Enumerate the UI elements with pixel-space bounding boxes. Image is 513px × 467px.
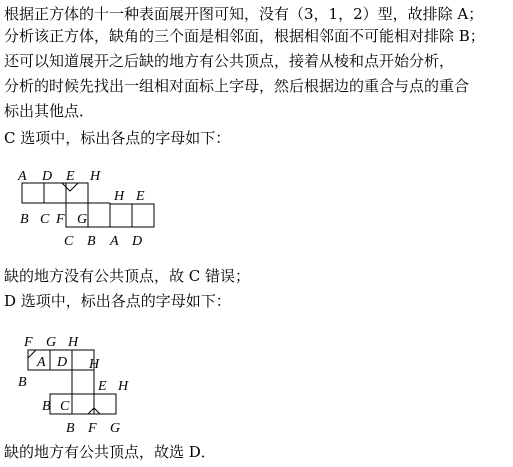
vertex-label: F — [24, 335, 33, 350]
vertex-label: G — [110, 421, 121, 436]
vertex-label: B — [20, 212, 29, 227]
vertex-label: A — [18, 169, 27, 184]
net-c-notch — [62, 183, 78, 191]
vertex-label: D — [132, 234, 143, 249]
vertex-label: C — [64, 234, 74, 249]
vertex-label: G — [46, 335, 57, 350]
vertex-label: A — [37, 355, 46, 370]
vertex-label: H — [118, 379, 129, 394]
vertex-label: C — [60, 399, 70, 414]
vertex-label: B — [87, 234, 96, 249]
vertex-label: D — [42, 169, 53, 184]
text-line-1: 根据正方体的十一种表面展开图可知，没有（3，1，2）型，故排除 A； — [4, 5, 484, 23]
text-line-3: 还可以知道展开之后缺的地方有公共顶点，接着从棱和点开始分析， — [4, 52, 455, 70]
vertex-label: H — [114, 189, 125, 204]
vertex-label: H — [68, 335, 79, 350]
net-c-face — [22, 183, 44, 203]
vertex-label: C — [40, 212, 50, 227]
net-c-bottom-row — [88, 203, 154, 227]
net-d-face — [72, 370, 94, 394]
figure-d-cube-net — [0, 328, 200, 440]
text-line-5: 标出其他点． — [4, 102, 95, 120]
vertex-label: G — [77, 212, 88, 227]
vertex-label: A — [110, 234, 119, 249]
net-d-notch — [28, 350, 36, 358]
text-line-2: 分析该正方体，缺角的三个面是相邻面，根据相邻面不可能相对排除 B； — [4, 27, 485, 45]
vertex-label: E — [66, 169, 75, 184]
net-c-face — [66, 183, 88, 203]
vertex-label: F — [88, 421, 97, 436]
text-line-4: 分析的时候先找出一组相对面标上字母，然后根据边的重合与点的重合 — [4, 77, 470, 95]
text-line-7: 缺的地方没有公共顶点，故 C 错误； — [4, 267, 251, 285]
vertex-label: H — [90, 169, 101, 184]
vertex-label: B — [42, 399, 51, 414]
vertex-label: F — [56, 212, 65, 227]
vertex-label: E — [136, 189, 145, 204]
vertex-label: B — [66, 421, 75, 436]
figure-c-cube-net — [0, 160, 200, 255]
vertex-label: B — [18, 375, 27, 390]
vertex-label: H — [89, 357, 100, 372]
vertex-label: E — [98, 379, 107, 394]
net-c-face — [44, 183, 66, 203]
vertex-label: D — [57, 355, 68, 370]
text-line-8: D 选项中，标出各点的字母如下： — [4, 292, 231, 310]
text-line-6: C 选项中，标出各点的字母如下： — [4, 129, 231, 147]
text-line-9: 缺的地方有公共顶点，故选 D． — [4, 443, 216, 461]
